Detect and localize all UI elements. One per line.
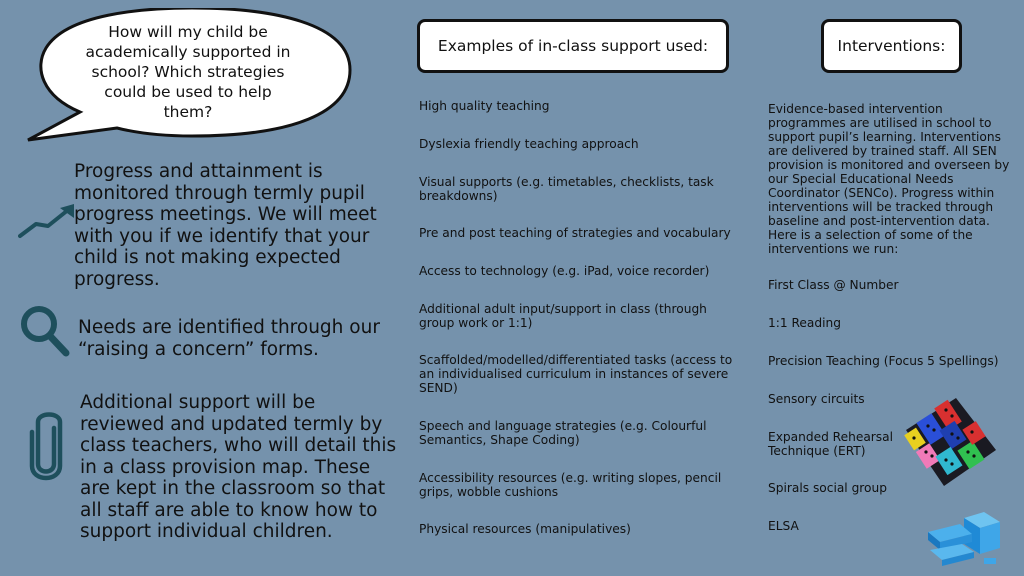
intervention-item: First Class @ Number (768, 278, 899, 292)
trend-up-icon (18, 204, 76, 240)
support-item: Access to technology (e.g. iPad, voice recorder) (419, 264, 710, 278)
support-item: Pre and post teaching of strategies and vocabulary (419, 226, 731, 240)
interventions-heading-label: Interventions: (837, 37, 946, 55)
speech-bubble (22, 8, 362, 148)
intervention-item: 1:1 Reading (768, 316, 841, 330)
base-ten-blocks-image (924, 510, 1004, 570)
support-item: Accessibility resources (e.g. writing slopes, pencil grips, wobble cushions (419, 471, 722, 499)
interventions-heading (821, 19, 962, 73)
support-text: Additional support will be reviewed and updated termly by class teachers, who will detail this in a class provision map. These are kept in the classroom so that all staff are able to know how to support individual children. (80, 392, 397, 542)
paperclip-icon (26, 408, 66, 482)
intervention-item: Sensory circuits (768, 392, 865, 406)
in-class-support-heading (417, 19, 729, 73)
support-item: Physical resources (manipulatives) (419, 522, 631, 536)
intervention-item: Precision Teaching (Focus 5 Spellings) (768, 354, 999, 368)
support-item: Dyslexia friendly teaching approach (419, 137, 639, 151)
needs-text: Needs are identified through our “raising a concern” forms. (78, 317, 380, 360)
support-item: High quality teaching (419, 99, 550, 113)
numicon-blocks-image (900, 394, 998, 490)
intervention-item: ELSA (768, 519, 799, 533)
in-class-support-heading-label: Examples of in-class support used: (437, 37, 709, 55)
support-item: Speech and language strategies (e.g. Colourful Semantics, Shape Coding) (419, 419, 707, 447)
support-item: Visual supports (e.g. timetables, checklists, task breakdowns) (419, 175, 714, 203)
support-item: Additional adult input/support in class (through group work or 1:1) (419, 302, 707, 330)
intervention-item: Spirals social group (768, 481, 887, 495)
support-item: Scaffolded/modelled/differentiated tasks (access to an individualised curriculum in instances of severe SEND) (419, 353, 733, 395)
interventions-intro: Evidence-based intervention programmes are utilised in school to support pupil’s learning. Interventions are delivered by trained staff. All SEN provision is monitored and overseen by our Special Educational Needs Coordinator (SENCo). Progress within interventions will be tracked through baseline and post-intervention data. Here is a selection of some of the interventions we run: (768, 102, 1010, 256)
intervention-item: Expanded Rehearsal Technique (ERT) (768, 430, 894, 458)
bubble-question: How will my child be academically supported in school? Which strategies could be used to help them? (85, 23, 291, 121)
magnifier-icon (20, 305, 70, 357)
progress-text: Progress and attainment is monitored through termly pupil progress meetings. We will meet with you if we identify that your child is not making expected progress. (74, 161, 377, 290)
